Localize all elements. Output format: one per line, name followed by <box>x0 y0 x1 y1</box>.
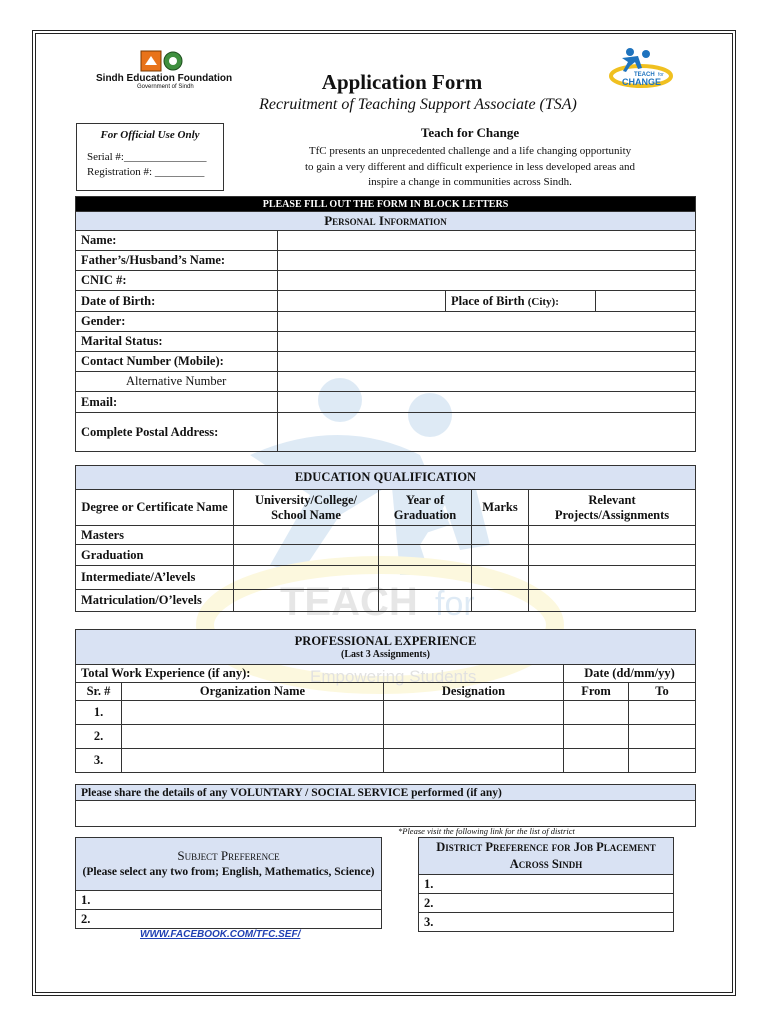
table-row <box>76 891 382 910</box>
contact-label: Contact Number (Mobile): <box>76 352 278 372</box>
education-row-label: Intermediate/A’levels <box>76 566 234 590</box>
dob-input[interactable] <box>278 291 446 312</box>
education-col-projects: Relevant Projects/Assignments <box>529 490 696 526</box>
dob-label: Date of Birth: <box>76 291 278 312</box>
subject-heading-cell <box>76 838 382 891</box>
district-choice-3[interactable]: 3. <box>419 913 674 932</box>
experience-cell[interactable] <box>384 725 564 749</box>
education-cell[interactable] <box>529 590 696 612</box>
subject-choice-1[interactable]: 1. <box>76 891 382 910</box>
name-input[interactable] <box>278 231 696 251</box>
education-heading: EDUCATION QUALIFICATION <box>76 466 696 490</box>
education-cell[interactable] <box>472 526 529 545</box>
education-cell[interactable] <box>472 566 529 590</box>
education-row-label: Masters <box>76 526 234 545</box>
address-label: Complete Postal Address: <box>76 413 278 452</box>
page-title: Application Form <box>321 70 483 94</box>
education-cell[interactable] <box>379 526 472 545</box>
org-sub: Government of Sindh <box>137 84 194 90</box>
table-row <box>76 701 696 725</box>
experience-cell[interactable] <box>629 701 696 725</box>
father-name-input[interactable] <box>278 251 696 271</box>
education-row-label: Matriculation/O’levels <box>76 590 234 612</box>
education-cell[interactable] <box>234 526 379 545</box>
education-cell[interactable] <box>379 566 472 590</box>
table-row <box>76 566 696 590</box>
experience-row-number: 2. <box>76 725 122 749</box>
experience-cell[interactable] <box>564 701 629 725</box>
experience-row-number: 3. <box>76 749 122 773</box>
watermark-for: for <box>435 585 475 623</box>
email-label: Email: <box>76 392 278 413</box>
cnic-input[interactable] <box>278 271 696 291</box>
district-choice-2[interactable]: 2. <box>419 894 674 913</box>
experience-cell[interactable] <box>629 749 696 773</box>
experience-cell[interactable] <box>564 749 629 773</box>
gender-label: Gender: <box>76 312 278 332</box>
experience-cell[interactable] <box>384 749 564 773</box>
official-heading: For Official Use Only <box>100 129 200 141</box>
experience-table <box>75 629 696 773</box>
pob-city-text: (City): <box>527 295 559 308</box>
table-row <box>76 545 696 566</box>
education-col-year: Year of Graduation <box>379 490 472 526</box>
education-cell[interactable] <box>529 545 696 566</box>
education-col-degree: Degree or Certificate Name <box>76 490 234 526</box>
block-letters-banner: PLEASE FILL OUT THE FORM IN BLOCK LETTERS <box>76 197 696 212</box>
table-row <box>76 526 696 545</box>
education-table <box>75 465 696 612</box>
table-row <box>76 725 696 749</box>
education-cell[interactable] <box>529 566 696 590</box>
pob-label-text: Place of Birth <box>451 293 525 308</box>
date-format-label: Date (dd/mm/yy) <box>564 665 696 683</box>
experience-col-to: To <box>629 683 696 701</box>
voluntary-table <box>75 784 696 827</box>
table-row <box>76 590 696 612</box>
intro-line-1: TfC presents an unprecedented challenge and a life changing opportunity <box>308 145 632 157</box>
personal-info-table <box>75 196 696 452</box>
experience-heading: PROFESSIONAL EXPERIENCE <box>294 634 477 648</box>
education-col-university: University/College/ School Name <box>234 490 379 526</box>
contact-input[interactable] <box>278 352 696 372</box>
subject-choice-2[interactable]: 2. <box>76 910 382 929</box>
education-cell[interactable] <box>472 545 529 566</box>
experience-cell[interactable] <box>122 725 384 749</box>
tfc-logo-for: for <box>658 72 664 78</box>
education-cell[interactable] <box>234 566 379 590</box>
education-cell[interactable] <box>234 590 379 612</box>
email-input[interactable] <box>278 392 696 413</box>
official-use-box <box>76 123 224 191</box>
tfc-logo <box>608 46 674 90</box>
gender-input[interactable] <box>278 312 696 332</box>
watermark-teach: TEACH <box>280 580 418 624</box>
marital-label: Marital Status: <box>76 332 278 352</box>
table-row <box>419 894 674 913</box>
pob-label <box>446 291 596 312</box>
serial-field: Serial #:_______________ <box>87 151 207 163</box>
subject-sub: (Please select any two from; English, Mathematics, Science) <box>82 866 375 878</box>
experience-row-number: 1. <box>76 701 122 725</box>
alternative-input[interactable] <box>278 372 696 392</box>
registration-field: Registration #: _________ <box>87 166 205 178</box>
intro-text <box>240 144 700 191</box>
intro-line-2: to gain a very different and difficult experience in less developed areas and <box>304 160 636 173</box>
tfc-logo-change: CHANGE <box>622 77 662 87</box>
experience-col-designation: Designation <box>384 683 564 701</box>
district-note: *Please visit the following link for the list of district <box>398 826 575 836</box>
education-cell[interactable] <box>529 526 696 545</box>
voluntary-label: Please share the details of any VOLUNTARY / SOCIAL SERVICE performed (if any) <box>76 785 696 801</box>
education-col-marks: Marks <box>472 490 529 526</box>
pob-input[interactable] <box>596 291 696 312</box>
table-row <box>76 749 696 773</box>
experience-col-from: From <box>564 683 629 701</box>
name-label: Name: <box>76 231 278 251</box>
table-row <box>419 913 674 932</box>
subject-preference-table <box>75 837 382 929</box>
experience-heading-cell <box>76 630 696 665</box>
cnic-label: CNIC #: <box>76 271 278 291</box>
education-row-label: Graduation <box>76 545 234 566</box>
marital-input[interactable] <box>278 332 696 352</box>
intro-line-3: inspire a change in communities across Sindh. <box>368 176 572 188</box>
district-preference-table <box>418 837 674 932</box>
tfc-logo-teach: TEACH <box>634 72 655 78</box>
table-row <box>419 875 674 894</box>
page-subtitle: Recruitment of Teaching Support Associate (TSA) <box>259 96 577 113</box>
district-heading: District Preference for Job Placement Across Sindh <box>419 838 674 875</box>
experience-cell[interactable] <box>384 701 564 725</box>
watermark-tagline: Empowering Students <box>310 667 477 686</box>
org-name: Sindh Education Foundation <box>96 73 233 84</box>
personal-info-heading: Personal Information <box>76 212 696 231</box>
experience-cell[interactable] <box>122 701 384 725</box>
voluntary-input[interactable] <box>76 801 696 827</box>
education-cell[interactable] <box>234 545 379 566</box>
experience-cell[interactable] <box>629 725 696 749</box>
district-choice-1[interactable]: 1. <box>419 875 674 894</box>
education-cell[interactable] <box>472 590 529 612</box>
table-row <box>76 910 382 929</box>
facebook-link[interactable]: WWW.FACEBOOK.COM/TFC.SEF/ <box>140 929 301 940</box>
address-input[interactable] <box>278 413 696 452</box>
experience-sub: (Last 3 Assignments) <box>341 649 430 660</box>
education-cell[interactable] <box>379 545 472 566</box>
total-experience-label: Total Work Experience (if any): <box>76 665 564 683</box>
experience-col-org: Organization Name <box>122 683 384 701</box>
father-name-label: Father’s/Husband’s Name: <box>76 251 278 271</box>
intro-heading: Teach for Change <box>420 125 520 140</box>
sef-emblem-icon <box>140 50 186 72</box>
experience-cell[interactable] <box>122 749 384 773</box>
experience-cell[interactable] <box>564 725 629 749</box>
subject-heading: Subject Preference <box>177 848 280 863</box>
experience-col-sr: Sr. # <box>76 683 122 701</box>
alternative-label: Alternative Number <box>76 372 278 392</box>
education-cell[interactable] <box>379 590 472 612</box>
